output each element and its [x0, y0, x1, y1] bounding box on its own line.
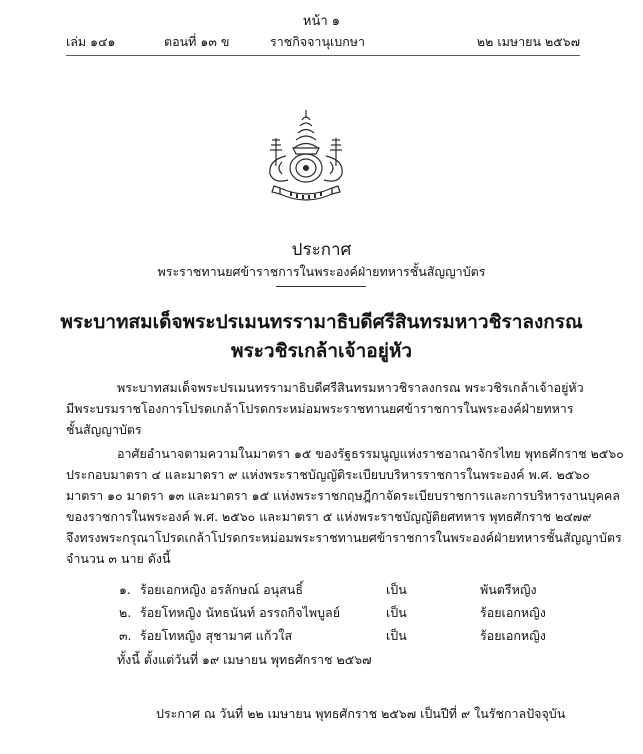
list-item-name: ร้อยโทหญิง สุชามาศ แก้วใส: [140, 628, 293, 643]
volume-label: เล่ม ๑๔๑: [66, 34, 116, 49]
paragraph-2-line-3: มาตรา ๑๐ มาตรา ๑๓ และมาตรา ๑๕ แห่งพระราชกฤษฎีกาจัดระเบียบราชการและการบริหารงานบุคคล: [66, 488, 620, 503]
paragraph-2-line-2: ประกอบมาตรา ๔ และมาตรา ๙ แห่งพระราชบัญญัติระเบียบบริหารราชการในพระองค์ พ.ศ. ๒๕๖๐: [66, 467, 590, 482]
list-item-number: ๒.: [119, 605, 132, 620]
paragraph-1-line-1: พระบาทสมเด็จพระปรเมนทรรามาธิบดีศรีสินทรมหาวชิราลงกรณ พระวชิรเกล้าเจ้าอยู่หัว: [117, 380, 584, 395]
gazette-name: ราชกิจจานุเบกษา: [270, 34, 366, 49]
paragraph-2-line-6: จำนวน ๓ นาย ดังนี้: [66, 551, 171, 566]
paragraph-1-line-3: ชั้นสัญญาบัตร: [66, 422, 142, 437]
paragraph-1-line-2: มีพระบรมราชโองการโปรดเกล้าโปรดกระหม่อมพระราชทานยศข้าราชการในพระองค์ฝ่ายทหาร: [66, 401, 574, 416]
announcement-title: ประกาศ: [291, 240, 352, 260]
list-item-number: ๑.: [119, 582, 131, 597]
list-item-name: ร้อยเอกหญิง อรลักษณ์ อนุสนธิ์: [140, 582, 303, 597]
list-item-connector: เป็น: [386, 582, 407, 597]
king-title-line-2: พระวชิรเกล้าเจ้าอยู่หัว: [230, 340, 413, 362]
paragraph-2-line-1: อาศัยอำนาจตามความในมาตรา ๑๕ ของรัฐธรรมนูญแห่งราชอาณาจักรไทย พุทธศักราช ๒๕๖๐: [117, 446, 624, 461]
title-divider: [276, 286, 366, 287]
announcement-subtitle: พระราชทานยศข้าราชการในพระองค์ฝ่ายทหารชั้นสัญญาบัตร: [157, 264, 486, 279]
list-item-name: ร้อยโทหญิง นัทธนันท์ อรรถกิจไพบูลย์: [140, 605, 341, 620]
list-item-rank: ร้อยเอกหญิง: [480, 605, 546, 620]
paragraph-2-line-5: จึงทรงพระกรุณาโปรดเกล้าโปรดกระหม่อมพระราชทานยศข้าราชการในพระองค์ฝ่ายทหารชั้นสัญญาบัตร: [66, 530, 622, 545]
list-item: [66, 626, 580, 644]
list-item-connector: เป็น: [386, 628, 407, 643]
signoff-line: ประกาศ ณ วันที่ ๒๒ เมษายน พุทธศักราช ๒๕๖๗ เป็นปีที่ ๙ ในรัชกาลปัจจุบัน: [156, 706, 566, 721]
king-title-line-1: พระบาทสมเด็จพระปรเมนทรรามาธิบดีศรีสินทรมหาวชิราลงกรณ: [60, 311, 583, 333]
list-item-rank: พันตรีหญิง: [480, 582, 537, 597]
header-divider: [66, 55, 580, 56]
effective-date: ทั้งนี้ ตั้งแต่วันที่ ๑๙ เมษายน พุทธศักราช ๒๕๖๗: [117, 652, 372, 667]
list-item-number: ๓.: [119, 628, 132, 643]
page-number: หน้า ๑: [302, 14, 341, 29]
section-label: ตอนที่ ๑๓ ข: [164, 34, 230, 49]
gazette-header: [66, 32, 580, 50]
royal-emblem-icon: [246, 108, 366, 208]
issue-date: ๒๒ เมษายน ๒๕๖๗: [476, 34, 580, 49]
list-item: [66, 603, 580, 621]
paragraph-2-line-4: ของราชการในพระองค์ พ.ศ. ๒๕๖๐ และมาตรา ๕ แห่งพระราชบัญญัติยศทหาร พุทธศักราช ๒๔๗๙: [66, 509, 592, 524]
list-item-rank: ร้อยเอกหญิง: [480, 628, 546, 643]
list-item: [66, 580, 580, 598]
list-item-connector: เป็น: [386, 605, 407, 620]
